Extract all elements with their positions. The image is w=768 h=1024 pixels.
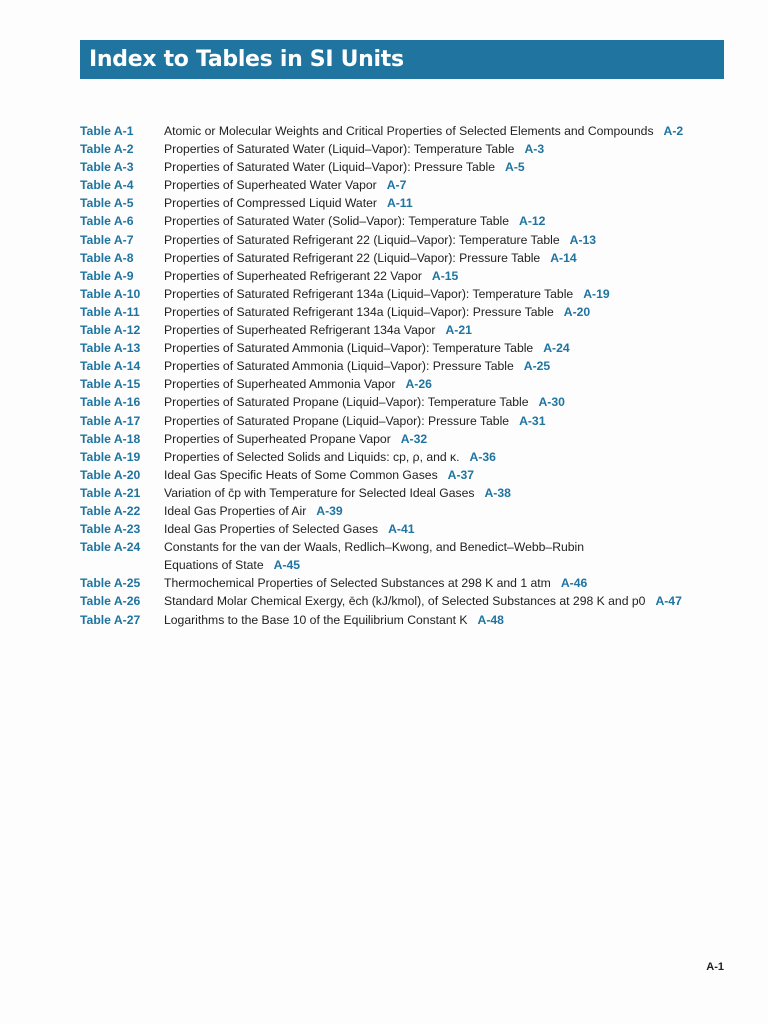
table-description: [164, 357, 724, 375]
table-description: [164, 393, 724, 411]
index-row: [80, 502, 724, 520]
index-row: [80, 321, 724, 339]
table-number[interactable]: Table A-9: [80, 268, 134, 283]
header-banner: [80, 40, 724, 79]
table-description: [164, 267, 724, 285]
table-number[interactable]: Table A-21: [80, 485, 141, 500]
table-description: [164, 194, 724, 212]
table-title: Logarithms to the Base 10 of the Equilibrium Constant K: [164, 612, 468, 627]
index-row: [80, 538, 724, 574]
table-description: [164, 140, 724, 158]
table-number[interactable]: Table A-15: [80, 377, 141, 392]
table-description: [164, 412, 724, 430]
table-title: Properties of Superheated Propane Vapor: [164, 431, 391, 446]
page-reference-link[interactable]: A-25: [523, 359, 551, 374]
table-title-continued: Equations of State: [164, 558, 264, 573]
page-reference-link[interactable]: A-5: [505, 160, 525, 175]
table-title: Properties of Saturated Ammonia (Liquid–Vapor): Temperature Table: [164, 341, 534, 356]
index-row: [80, 267, 724, 285]
table-description: [164, 538, 724, 574]
table-number[interactable]: Table A-4: [80, 178, 134, 193]
table-title: Ideal Gas Properties of Selected Gases: [164, 522, 379, 537]
page-reference-link[interactable]: A-21: [445, 323, 472, 338]
table-description: [164, 321, 724, 339]
table-number[interactable]: Table A-10: [80, 286, 141, 301]
table-title: Properties of Saturated Water (Liquid–Vapor): Pressure Table: [164, 160, 496, 175]
page-title: Index to Tables in SI Units: [89, 47, 404, 72]
table-number[interactable]: Table A-12: [80, 323, 141, 338]
table-title: Properties of Superheated Refrigerant 134a Vapor: [164, 323, 436, 338]
table-number[interactable]: Table A-11: [80, 304, 140, 319]
table-number[interactable]: Table A-25: [80, 576, 141, 591]
page-reference-link[interactable]: A-19: [583, 286, 610, 301]
table-description: [164, 466, 724, 484]
table-title: Properties of Saturated Propane (Liquid–Vapor): Pressure Table: [164, 413, 510, 428]
page-reference-link[interactable]: A-32: [400, 431, 428, 446]
page-reference-link[interactable]: A-48: [477, 612, 504, 627]
table-description: [164, 520, 724, 538]
page-reference-link[interactable]: A-14: [550, 250, 577, 265]
table-description: [164, 285, 724, 303]
index-row: [80, 140, 724, 158]
index-row: [80, 303, 724, 321]
index-row: [80, 249, 724, 267]
page-reference-link[interactable]: A-38: [484, 485, 511, 500]
index-row: [80, 611, 724, 629]
table-number[interactable]: Table A-2: [80, 142, 134, 157]
table-description: [164, 122, 724, 140]
index-row: [80, 592, 724, 610]
table-title: Variation of c̄p with Temperature for Selected Ideal Gases: [164, 485, 475, 500]
index-row: [80, 339, 724, 357]
page-reference-link[interactable]: A-13: [569, 232, 597, 247]
page-reference-link[interactable]: A-26: [405, 377, 432, 392]
table-title: Ideal Gas Specific Heats of Some Common Gases: [164, 467, 438, 482]
page-reference-link[interactable]: A-12: [519, 214, 546, 229]
table-number[interactable]: Table A-16: [80, 395, 141, 410]
table-title: Properties of Saturated Ammonia (Liquid–Vapor): Pressure Table: [164, 359, 514, 374]
table-title: Standard Molar Chemical Exergy, ēch (kJ/kmol), of Selected Substances at 298 K and p0: [164, 594, 646, 609]
page-reference-link[interactable]: A-30: [538, 395, 565, 410]
table-title: Properties of Saturated Water (Liquid–Vapor): Temperature Table: [164, 142, 515, 157]
page-reference-link[interactable]: A-39: [316, 503, 343, 518]
table-number[interactable]: Table A-23: [80, 522, 141, 537]
page-reference-link[interactable]: A-20: [563, 304, 591, 319]
page-reference-link[interactable]: A-47: [655, 594, 682, 609]
index-row: [80, 231, 724, 249]
table-title: Properties of Saturated Refrigerant 22 (Liquid–Vapor): Temperature Table: [164, 232, 560, 247]
index-row: [80, 212, 724, 230]
page-reference-link[interactable]: A-11: [386, 196, 413, 211]
table-number[interactable]: Table A-7: [80, 232, 134, 247]
index-row: [80, 194, 724, 212]
table-description: [164, 158, 724, 176]
table-description: [164, 574, 724, 592]
index-row: [80, 158, 724, 176]
index-row: [80, 375, 724, 393]
table-title: Properties of Superheated Ammonia Vapor: [164, 377, 396, 392]
table-description: [164, 611, 724, 629]
page-reference-link[interactable]: A-2: [663, 124, 684, 138]
table-number[interactable]: Table A-27: [80, 612, 141, 627]
table-description: [164, 484, 724, 502]
page-reference-link[interactable]: A-24: [543, 341, 570, 356]
index-row: [80, 176, 724, 194]
index-row: [80, 520, 724, 538]
index-row: [80, 448, 724, 466]
table-title: Properties of Saturated Refrigerant 134a (Liquid–Vapor): Pressure Table: [164, 304, 554, 319]
table-description: [164, 592, 724, 610]
table-title: Properties of Saturated Refrigerant 134a (Liquid–Vapor): Temperature Table: [164, 286, 574, 301]
table-number[interactable]: Table A-6: [80, 214, 134, 229]
table-number[interactable]: Table A-18: [80, 431, 141, 446]
table-description: [164, 176, 724, 194]
table-number[interactable]: Table A-24: [80, 540, 141, 555]
index-row: [80, 393, 724, 411]
table-title: Properties of Compressed Liquid Water: [164, 196, 377, 211]
table-description: [164, 502, 724, 520]
index-row: [80, 574, 724, 592]
page-reference-link[interactable]: A-7: [386, 178, 407, 193]
table-description: [164, 430, 724, 448]
table-number[interactable]: Table A-20: [80, 467, 141, 482]
table-number[interactable]: Table A-8: [80, 250, 134, 265]
table-title: Properties of Saturated Water (Solid–Vapor): Temperature Table: [164, 214, 510, 229]
index-row: [80, 122, 724, 140]
page-number: A-1: [706, 961, 724, 973]
table-number[interactable]: Table A-22: [80, 503, 141, 518]
index-row: [80, 484, 724, 502]
index-row: [80, 357, 724, 375]
table-description: [164, 375, 724, 393]
page-reference-link[interactable]: A-36: [469, 449, 496, 464]
table-title: Atomic or Molecular Weights and Critical Properties of Selected Elements and Compounds: [164, 124, 654, 138]
table-number[interactable]: Table A-14: [80, 359, 141, 374]
index-row: [80, 466, 724, 484]
table-number[interactable]: Table A-13: [80, 341, 141, 356]
table-number[interactable]: Table A-26: [80, 594, 141, 609]
table-title: Constants for the van der Waals, Redlich–Kwong, and Benedict–Webb–Rubin: [164, 540, 585, 555]
page-reference-link[interactable]: A-45: [273, 558, 301, 573]
table-description: [164, 448, 724, 466]
page-reference-link[interactable]: A-37: [447, 467, 475, 482]
table-description: [164, 303, 724, 321]
table-title: Properties of Selected Solids and Liquids: cp, ρ, and κ.: [164, 449, 460, 464]
table-title: Properties of Superheated Refrigerant 22 Vapor: [164, 268, 422, 283]
table-title: Ideal Gas Properties of Air: [164, 503, 307, 518]
table-description: [164, 249, 724, 267]
table-description: [164, 231, 724, 249]
page-reference-link[interactable]: A-31: [519, 413, 546, 428]
table-title: Thermochemical Properties of Selected Substances at 298 K and 1 atm: [164, 576, 551, 591]
index-row: [80, 285, 724, 303]
table-description: [164, 339, 724, 357]
table-title: Properties of Superheated Water Vapor: [164, 178, 377, 193]
table-number[interactable]: Table A-3: [80, 160, 134, 175]
page-reference-link[interactable]: A-41: [388, 522, 415, 537]
table-number[interactable]: Table A-17: [80, 413, 141, 428]
table-title: Properties of Saturated Propane (Liquid–Vapor): Temperature Table: [164, 395, 529, 410]
table-title: Properties of Saturated Refrigerant 22 (Liquid–Vapor): Pressure Table: [164, 250, 541, 265]
table-number[interactable]: Table A-19: [80, 449, 141, 464]
table-index-list: [80, 122, 724, 629]
table-description: [164, 212, 724, 230]
table-number[interactable]: Table A-1: [80, 124, 134, 138]
page-reference-link[interactable]: A-15: [431, 268, 459, 283]
table-number[interactable]: Table A-5: [80, 196, 134, 211]
page-reference-link[interactable]: A-46: [560, 576, 588, 591]
page-reference-link[interactable]: A-3: [524, 142, 545, 157]
index-row: [80, 430, 724, 448]
index-row: [80, 412, 724, 430]
